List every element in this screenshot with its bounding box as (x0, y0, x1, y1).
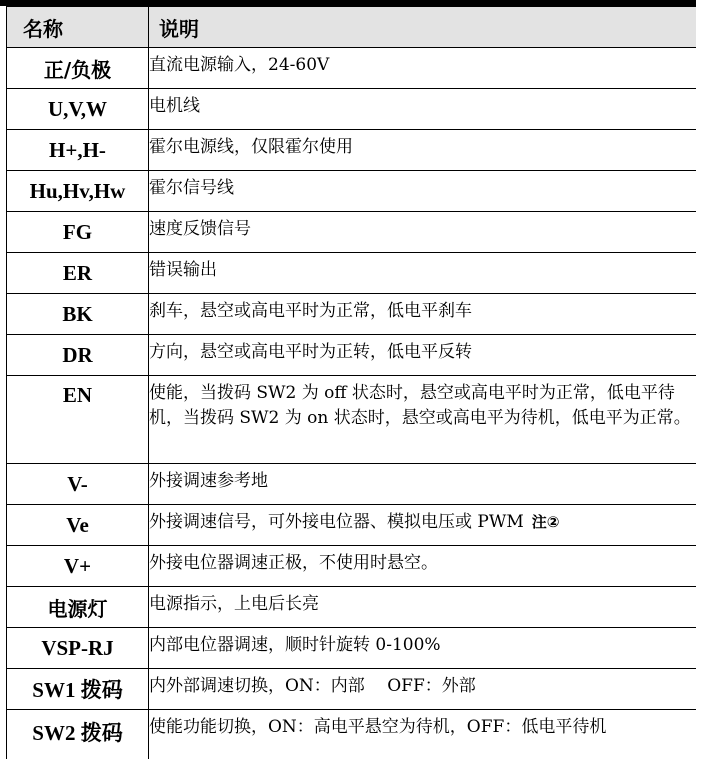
pin-description-text: 方向，悬空或高电平时为正转，低电平反转 (149, 342, 472, 362)
pin-description (149, 376, 697, 464)
pin-description (149, 464, 697, 505)
table-row (7, 376, 697, 464)
pin-description (149, 294, 697, 335)
pin-description (149, 130, 697, 171)
table-row (7, 546, 697, 587)
pin-description-text: 内外部调速切换，ON：内部 OFF：外部 (149, 676, 476, 696)
pin-description-table (6, 6, 697, 759)
pin-name: ER (7, 253, 149, 294)
pin-description-text: 霍尔信号线 (149, 178, 234, 198)
table-row (7, 130, 697, 171)
page-margin (696, 0, 720, 759)
table-row (7, 710, 697, 759)
pin-description-text: 使能功能切换，ON：高电平悬空为待机，OFF：低电平待机 (149, 717, 607, 737)
pin-description (149, 628, 697, 669)
pin-description-text: 速度反馈信号 (149, 219, 251, 239)
pin-description (149, 710, 697, 759)
table-row (7, 212, 697, 253)
pin-name: 正/负极 (7, 48, 149, 89)
pin-name: VSP-RJ (7, 628, 149, 669)
pin-name: Ve (7, 505, 149, 546)
pin-name: V- (7, 464, 149, 505)
pin-description-text: 刹车，悬空或高电平时为正常，低电平刹车 (149, 301, 472, 321)
pin-name: SW1 拨码 (7, 669, 149, 710)
table-row (7, 335, 697, 376)
table-row (7, 253, 697, 294)
table-row (7, 89, 697, 130)
pin-description (149, 171, 697, 212)
pin-description (149, 587, 697, 628)
pin-description (149, 253, 697, 294)
table-row (7, 628, 697, 669)
pin-name: H+,H- (7, 130, 149, 171)
pin-description (149, 669, 697, 710)
table-row (7, 294, 697, 335)
pin-name: BK (7, 294, 149, 335)
pin-description-text: 内部电位器调速，顺时针旋转 0-100% (149, 635, 441, 655)
pin-description (149, 89, 697, 130)
pin-description-text: 直流电源输入，24-60V (149, 55, 330, 75)
pin-description-main: 外接调速信号，可外接电位器、模拟电压或 PWM (149, 512, 524, 532)
pin-name: FG (7, 212, 149, 253)
pin-name: Hu,Hv,Hw (7, 171, 149, 212)
pin-description-text: 霍尔电源线，仅限霍尔使用 (149, 137, 353, 157)
table-row (7, 587, 697, 628)
table-row (7, 505, 697, 546)
pin-name: U,V,W (7, 89, 149, 130)
table-header-row (7, 7, 697, 48)
pin-description-text: 错误输出 (149, 260, 217, 280)
pin-description (149, 335, 697, 376)
header-name: 名称 (7, 7, 149, 48)
pin-name: V+ (7, 546, 149, 587)
footnote-marker: 注② (531, 513, 560, 531)
pin-name: EN (7, 376, 149, 464)
table-row (7, 171, 697, 212)
pin-description-text: 电机线 (149, 96, 200, 116)
pin-description-text (149, 505, 696, 535)
pin-description-text: 外接电位器调速正极，不使用时悬空。 (149, 553, 438, 573)
pin-description-text: 使能，当拨码 SW2 为 off 状态时，悬空或高电平时为正常，低电平待机，当拨码 SW2 为 on 状态时，悬空或高电平为待机，低电平为正常。 (149, 383, 691, 428)
table-row (7, 48, 697, 89)
pin-description-text: 电源指示，上电后长亮 (149, 594, 319, 614)
pin-description (149, 212, 697, 253)
pin-description (149, 546, 697, 587)
table-row (7, 669, 697, 710)
table-row (7, 464, 697, 505)
pin-name: SW2 拨码 (7, 710, 149, 759)
header-description: 说明 (149, 7, 697, 48)
pin-description-text: 外接调速参考地 (149, 471, 268, 491)
pin-name: 电源灯 (7, 587, 149, 628)
pin-description (149, 505, 697, 546)
pin-description (149, 48, 697, 89)
pin-name: DR (7, 335, 149, 376)
